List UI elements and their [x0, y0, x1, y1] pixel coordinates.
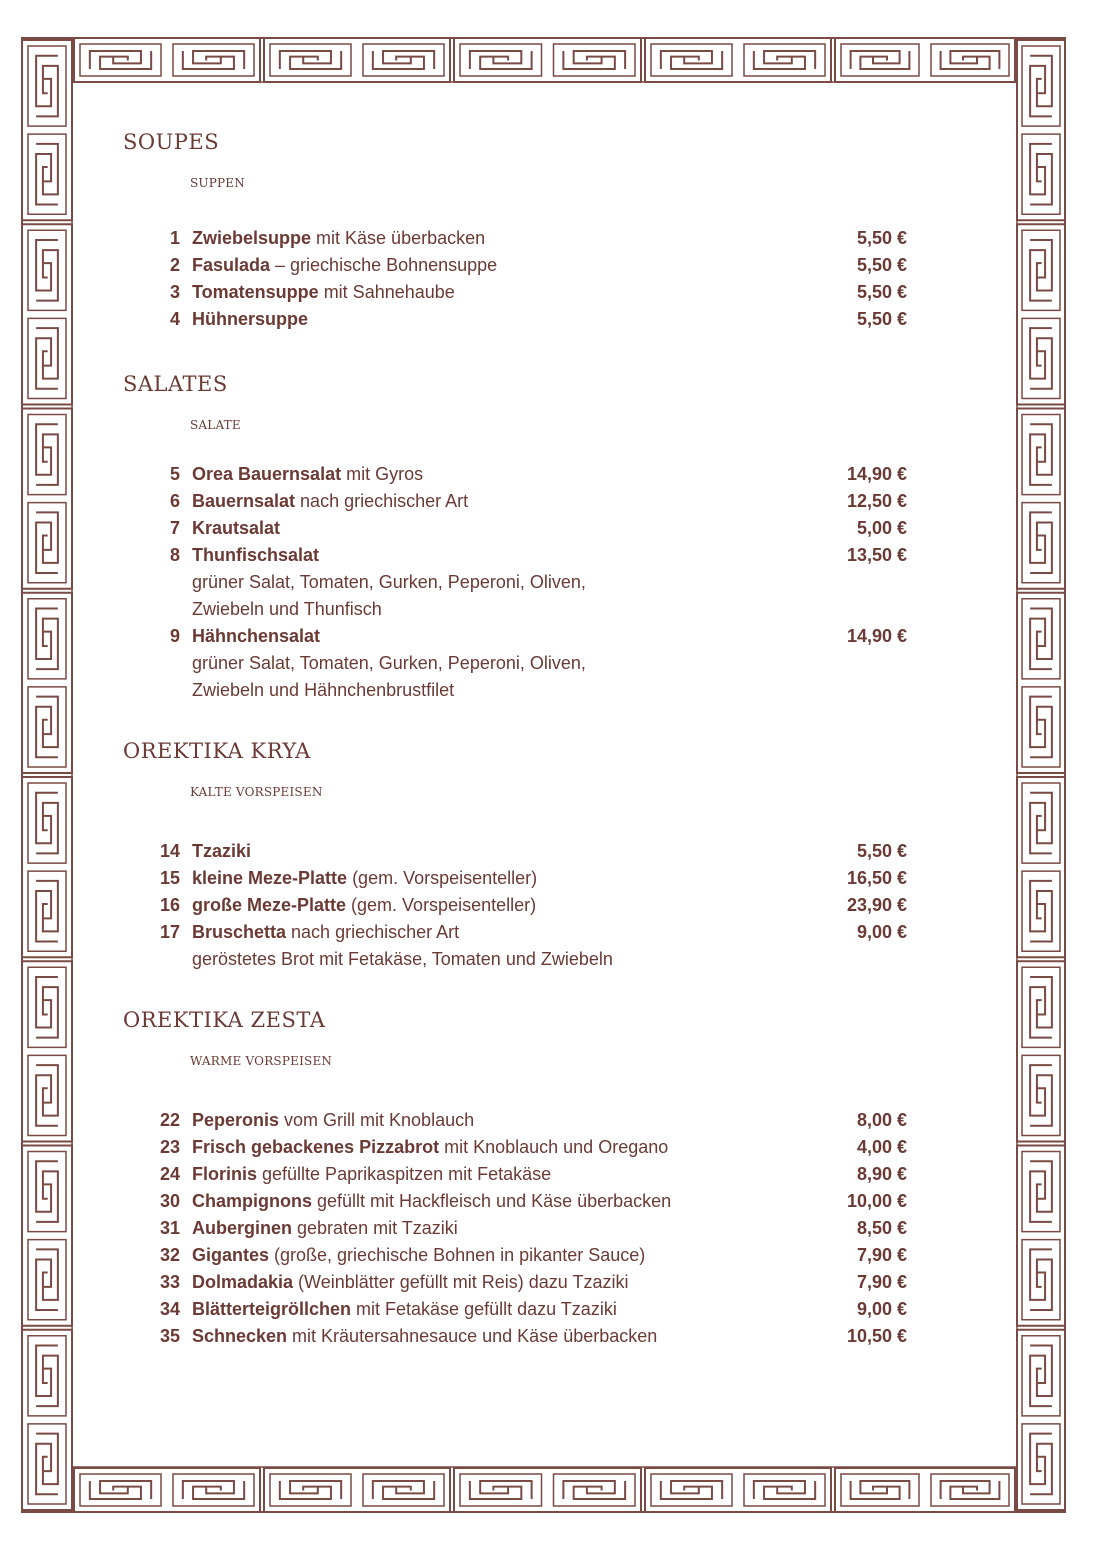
item-name: Fasulada: [192, 255, 271, 275]
menu-item-line: [0, 225, 1097, 252]
item-number: 8: [169, 545, 180, 565]
menu-item: [0, 1215, 1097, 1242]
menu-item: [0, 542, 1097, 623]
item-description-inline: mit Käse überbacken: [311, 228, 486, 248]
menu-item-line: [0, 461, 1097, 488]
item-name: Thunfischsalat: [192, 545, 320, 565]
item-description-inline: mit Knoblauch und Oregano: [439, 1137, 669, 1157]
menu-item: [0, 461, 1097, 488]
menu-item: [0, 252, 1097, 279]
menu-item-line: [0, 1161, 1097, 1188]
item-text: [192, 1296, 617, 1323]
item-list: [0, 1107, 1097, 1350]
item-text: [192, 279, 455, 306]
menu-item: [0, 488, 1097, 515]
item-ingredients: Zwiebeln und Thunfisch: [192, 599, 382, 619]
menu-item: [0, 919, 1097, 973]
item-number: 17: [159, 922, 180, 942]
menu-item-line: [0, 279, 1097, 306]
item-text: [192, 1107, 474, 1134]
item-price: 5,50 €: [856, 228, 907, 248]
item-description-inline: nach griechischer Art: [295, 491, 469, 511]
item-number: 34: [159, 1299, 180, 1319]
menu-item-line: [0, 252, 1097, 279]
item-ingredients: Zwiebeln und Hähnchenbrustfilet: [192, 680, 455, 700]
item-text: [192, 1242, 645, 1269]
menu-item: [0, 306, 1097, 333]
item-name: Champignons: [192, 1191, 312, 1211]
item-number: 2: [169, 255, 180, 275]
menu-item: [0, 1161, 1097, 1188]
item-price: 5,50 €: [856, 841, 907, 861]
item-text: [192, 1134, 668, 1161]
menu-item: [0, 1269, 1097, 1296]
item-price: 5,50 €: [856, 309, 907, 329]
item-price: 14,90 €: [846, 626, 907, 646]
item-name: Schnecken: [192, 1326, 288, 1346]
item-number: 14: [159, 841, 180, 861]
item-text: [192, 892, 536, 919]
item-name: Tomatensuppe: [192, 282, 319, 302]
item-number: 3: [169, 282, 180, 302]
item-name: große Meze-Platte: [192, 895, 347, 915]
item-description-inline: (Weinblätter gefüllt mit Reis) dazu Tzaziki: [293, 1272, 629, 1292]
item-number: 35: [159, 1326, 180, 1346]
menu-item-line: [0, 892, 1097, 919]
item-name: Krautsalat: [192, 518, 281, 538]
menu-item: [0, 1107, 1097, 1134]
item-text: [192, 1188, 671, 1215]
item-number: 6: [169, 491, 180, 511]
menu-item: [0, 1134, 1097, 1161]
item-description-inline: – griechische Bohnensuppe: [270, 255, 498, 275]
item-price: 23,90 €: [846, 895, 907, 915]
item-price: 9,00 €: [856, 1299, 907, 1319]
menu-item-line: [0, 838, 1097, 865]
item-ingredients: geröstetes Brot mit Fetakäse, Tomaten und Zwiebeln: [192, 949, 613, 969]
menu-item-line: [0, 306, 1097, 333]
item-name: Dolmadakia: [192, 1272, 294, 1292]
item-number: 30: [159, 1191, 180, 1211]
item-price: 14,90 €: [846, 464, 907, 484]
section-title: SOUPES: [123, 130, 220, 154]
item-description-inline: mit Gyros: [341, 464, 424, 484]
menu-item-line: [0, 1107, 1097, 1134]
item-text: [192, 461, 423, 488]
item-text: [192, 542, 319, 569]
item-ingredients: grüner Salat, Tomaten, Gurken, Peperoni, Oliven,: [192, 572, 586, 592]
menu-item-line: [0, 1296, 1097, 1323]
item-price: 8,00 €: [856, 1110, 907, 1130]
item-price: 8,50 €: [856, 1218, 907, 1238]
item-text: [192, 252, 497, 279]
item-price: 13,50 €: [846, 545, 907, 565]
item-price: 10,00 €: [846, 1191, 907, 1211]
item-text: [192, 838, 251, 865]
menu-item-line: [0, 865, 1097, 892]
menu-item: [0, 865, 1097, 892]
menu-item-line: [0, 623, 1097, 650]
menu-item: [0, 515, 1097, 542]
item-description-inline: gebraten mit Tzaziki: [292, 1218, 458, 1238]
item-price: 5,00 €: [856, 518, 907, 538]
item-text: [192, 919, 459, 946]
menu-item: [0, 1323, 1097, 1350]
item-name: kleine Meze-Platte: [192, 868, 348, 888]
item-name: Bruschetta: [192, 922, 287, 942]
item-list: [0, 225, 1097, 333]
item-name: Orea Bauernsalat: [192, 464, 342, 484]
menu-item-line: [0, 542, 1097, 569]
item-description-inline: (große, griechische Bohnen in pikanter Sauce): [269, 1245, 646, 1265]
item-number: 33: [159, 1272, 180, 1292]
item-number: 16: [159, 895, 180, 915]
item-number: 32: [159, 1245, 180, 1265]
item-number: 24: [159, 1164, 180, 1184]
item-number: 9: [169, 626, 180, 646]
item-text: [192, 623, 320, 650]
item-price: 7,90 €: [856, 1272, 907, 1292]
menu-item: [0, 892, 1097, 919]
item-description-inline: nach griechischer Art: [286, 922, 460, 942]
item-description-inline: vom Grill mit Knoblauch: [279, 1110, 475, 1130]
menu-item: [0, 838, 1097, 865]
item-text: [192, 865, 537, 892]
item-number: 7: [169, 518, 180, 538]
menu-item-line: [0, 1215, 1097, 1242]
item-name: Tzaziki: [192, 841, 252, 861]
section-title: OREKTIKA KRYA: [123, 739, 311, 763]
section-subtitle: SALATE: [190, 418, 241, 432]
item-description-inline: mit Fetakäse gefüllt dazu Tzaziki: [351, 1299, 617, 1319]
item-text: [192, 1323, 657, 1350]
menu-item: [0, 1242, 1097, 1269]
item-name: Frisch gebackenes Pizzabrot: [192, 1137, 440, 1157]
section-subtitle: KALTE VORSPEISEN: [190, 785, 323, 799]
item-price: 8,90 €: [856, 1164, 907, 1184]
item-price: 5,50 €: [856, 255, 907, 275]
item-number: 31: [159, 1218, 180, 1238]
item-text: [192, 306, 308, 333]
section-subtitle: WARME VORSPEISEN: [190, 1054, 333, 1068]
item-name: Gigantes: [192, 1245, 270, 1265]
item-description-inline: (gem. Vorspeisenteller): [347, 868, 538, 888]
item-number: 4: [169, 309, 180, 329]
item-price: 16,50 €: [846, 868, 907, 888]
menu-item-line: [0, 919, 1097, 946]
menu-item-line: [0, 1269, 1097, 1296]
item-number: 5: [169, 464, 180, 484]
item-name: Auberginen: [192, 1218, 293, 1238]
item-text: [192, 1269, 629, 1296]
item-number: 23: [159, 1137, 180, 1157]
item-description-inline: mit Kräutersahnesauce und Käse überbacken: [287, 1326, 658, 1346]
item-name: Florinis: [192, 1164, 258, 1184]
item-price: 7,90 €: [856, 1245, 907, 1265]
menu-item-line: [0, 515, 1097, 542]
item-text: [192, 225, 485, 252]
item-number: 1: [169, 228, 180, 248]
item-price: 5,50 €: [856, 282, 907, 302]
menu-item: [0, 1188, 1097, 1215]
item-price: 10,50 €: [846, 1326, 907, 1346]
item-text: [192, 1215, 458, 1242]
item-text: [192, 515, 280, 542]
menu-item-line: [0, 1188, 1097, 1215]
item-text: [192, 488, 468, 515]
item-name: Bauernsalat: [192, 491, 296, 511]
item-ingredients: grüner Salat, Tomaten, Gurken, Peperoni, Oliven,: [192, 653, 586, 673]
item-name: Peperonis: [192, 1110, 280, 1130]
section-title: OREKTIKA ZESTA: [123, 1008, 326, 1032]
item-price: 12,50 €: [846, 491, 907, 511]
menu-item-line: [0, 1323, 1097, 1350]
menu-item: [0, 279, 1097, 306]
menu-item-line: [0, 1242, 1097, 1269]
menu-item: [0, 1296, 1097, 1323]
item-description-inline: mit Sahnehaube: [318, 282, 455, 302]
menu-item-line: [0, 1134, 1097, 1161]
item-name: Hähnchensalat: [192, 626, 321, 646]
item-description-inline: (gem. Vorspeisenteller): [346, 895, 537, 915]
item-name: Blätterteigröllchen: [192, 1299, 352, 1319]
section-subtitle: SUPPEN: [190, 176, 245, 190]
menu-item: [0, 225, 1097, 252]
item-price: 9,00 €: [856, 922, 907, 942]
menu-item-line: [0, 488, 1097, 515]
item-number: 15: [159, 868, 180, 888]
item-list: [0, 461, 1097, 704]
section-title: SALATES: [123, 372, 228, 396]
item-text: [192, 1161, 551, 1188]
item-description-inline: gefüllt mit Hackfleisch und Käse überbacken: [312, 1191, 672, 1211]
menu-item: [0, 623, 1097, 704]
item-number: 22: [159, 1110, 180, 1130]
item-name: Hühnersuppe: [192, 309, 309, 329]
item-list: [0, 838, 1097, 973]
item-name: Zwiebelsuppe: [192, 228, 312, 248]
item-description-inline: gefüllte Paprikaspitzen mit Fetakäse: [257, 1164, 552, 1184]
item-price: 4,00 €: [856, 1137, 907, 1157]
